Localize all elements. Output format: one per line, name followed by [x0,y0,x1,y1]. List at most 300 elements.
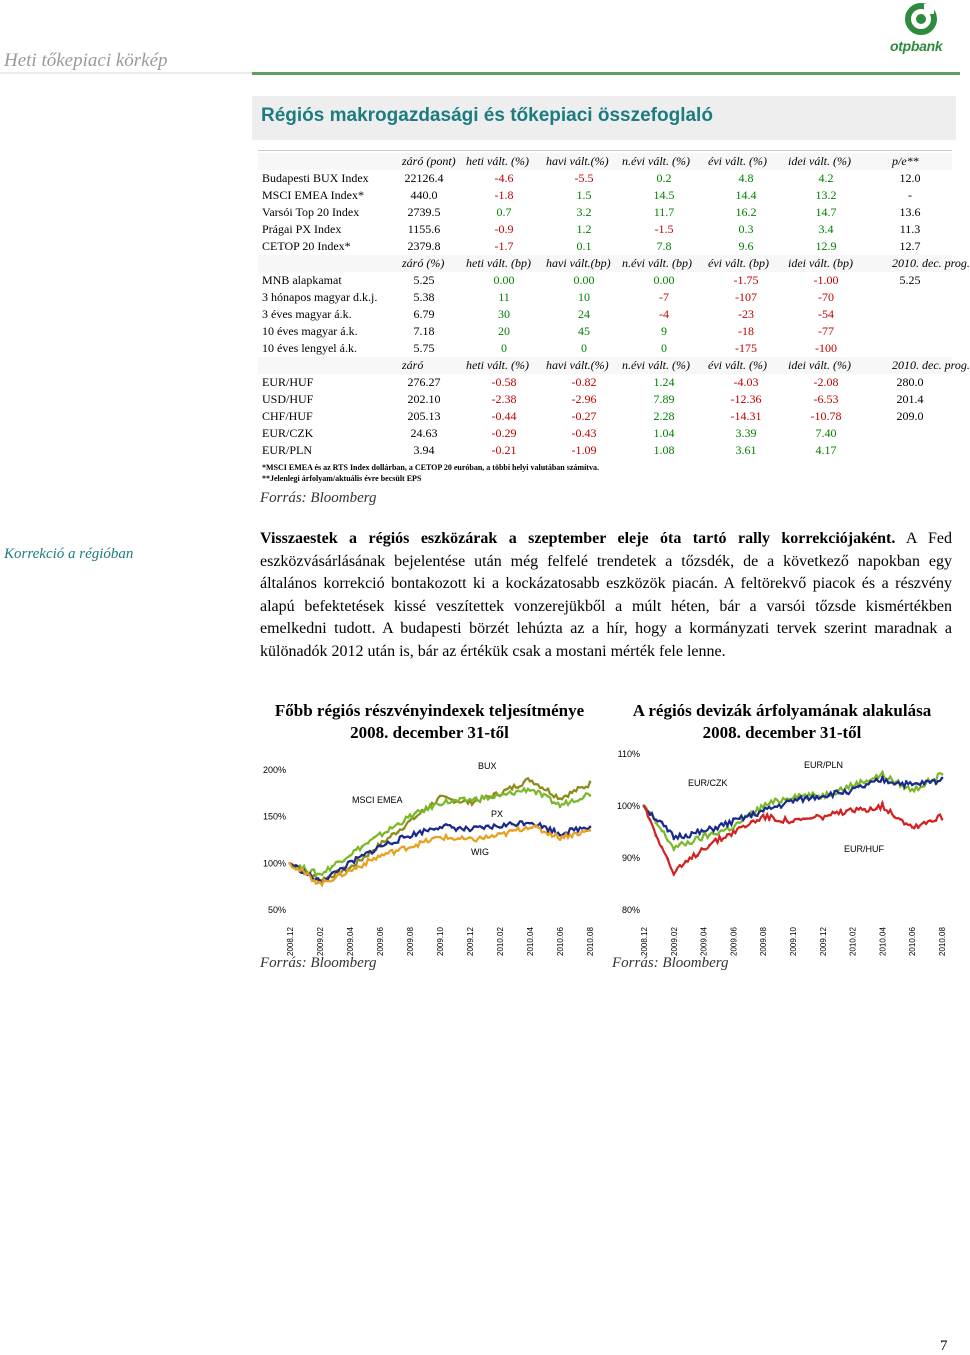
series-point [685,860,687,862]
series-point [427,830,429,832]
series-point [863,786,865,788]
series-point [929,781,931,783]
series-point [481,826,483,828]
series-point [571,827,573,829]
series-point [457,827,459,829]
series-point [679,864,681,866]
series-point [343,874,345,876]
series-point [457,837,459,839]
series-point [355,867,357,869]
table-cell: 24.63 [410,426,438,440]
page-number: 7 [940,1338,948,1354]
series-point [493,792,495,794]
series-point [845,785,847,787]
table-cell: 2379.8 [407,239,441,253]
table-row [258,221,952,238]
series-point [768,806,770,808]
series-point [367,842,369,844]
series-point [409,846,411,848]
table-cell: 22126.4 [404,171,444,185]
series-point [325,880,327,882]
series-point [499,832,501,834]
series-point [505,825,507,827]
series-point [804,797,806,799]
table-cell: 12.0 [899,171,921,185]
table-cell: -23 [738,307,754,321]
series-point [301,868,303,870]
summary-table [258,150,970,483]
series-point [475,796,477,798]
table-footnote: **Jelenlegi árfolyam/aktuális évre becsült EPS [262,474,422,483]
series-point [487,825,489,827]
x-tick-label: 2009.04 [699,927,709,956]
x-tick-label: 2009.06 [729,927,739,956]
series-point [732,818,734,820]
series-point [409,813,411,815]
table-cell: 0.00 [573,273,595,287]
series-point [649,819,651,821]
series-point [331,876,333,878]
series-point [589,794,591,796]
table-header-cell: p/e** [892,154,919,168]
series-point [667,858,669,860]
table-cell: 14.7 [815,205,837,219]
side-label: Korrekció a régióban [4,546,134,562]
series-point [361,859,363,861]
table-row-label: EUR/HUF [262,375,314,389]
series-point [385,831,387,833]
series-point [708,833,710,835]
table-header-cell: záró (%) [402,256,445,270]
series-point [750,816,752,818]
series-point [565,800,567,802]
table-cell: 12.9 [815,239,837,253]
table-row-label: MSCI EMEA Index* [262,188,364,202]
series-point [756,807,758,809]
table-cell: 3.2 [576,205,592,219]
series-point [589,829,591,831]
series-point [762,810,764,812]
table-cell: 5.25 [413,273,435,287]
series-point [529,827,531,829]
table-cell: 11.3 [899,222,921,236]
series-point [451,837,453,839]
table-row-label: 3 hónapos magyar d.k.j. [262,290,378,304]
table-cell: 14.5 [653,188,675,202]
series-point [738,826,740,828]
table-cell: 13.6 [899,205,921,219]
series-point [421,833,423,835]
series-point [577,830,579,832]
series-point [673,837,675,839]
series-point [905,822,907,824]
series-point [583,827,585,829]
series-point [391,849,393,851]
series-point [887,812,889,814]
x-tick-label: 2009.02 [316,927,325,956]
series-point [529,822,531,824]
table-cell: 24 [578,307,590,321]
x-tick-label: 2010.02 [848,927,858,956]
x-tick-label: 2008.12 [286,927,295,956]
series-point [385,852,387,854]
table-cell: 30 [498,307,510,321]
table-cell: 11 [498,290,510,304]
series-point [511,788,513,790]
table-cell: -107 [735,290,757,304]
series-point [774,798,776,800]
series-point [523,787,525,789]
series-point [505,834,507,836]
series-point [810,817,812,819]
series-point [313,879,315,881]
series-point [511,793,513,795]
series-point [923,821,925,823]
table-row [258,306,952,323]
series-point [673,873,675,875]
series-point [881,771,883,773]
series-point [828,814,830,816]
table-cell: 0 [581,341,587,355]
table-cell: 0.2 [656,171,672,185]
series-point [702,848,704,850]
table-cell: 0.1 [576,239,592,253]
table-cell: 0 [661,341,667,355]
series-point [816,814,818,816]
table-row [258,374,952,391]
table-header-cell: havi vált.(bp) [546,256,611,270]
series-point [732,827,734,829]
table-header-cell: heti vált. (%) [466,358,529,372]
otpbank-logo-text: otpbank [890,38,943,54]
table-cell: 0.00 [653,273,675,287]
table-row [258,272,952,289]
table-cell: 1.5 [576,188,592,202]
table-cell: -18 [738,324,754,338]
series-point [667,840,669,842]
series-point [667,830,669,832]
table-row [258,340,952,357]
series-point [887,782,889,784]
series-point [774,805,776,807]
series-point [529,780,531,782]
series-point [941,818,943,820]
y-tick-label: 100% [262,858,286,869]
x-tick-label: 2010.04 [878,927,888,956]
table-cell: 3.4 [818,222,834,236]
table-cell: 0.7 [496,205,512,219]
series-point [307,872,309,874]
series-point [804,818,806,820]
table-cell: 10 [578,290,590,304]
table-cell: -2.38 [491,392,517,406]
series-point [439,836,441,838]
series-point [780,806,782,808]
table-row [258,238,952,255]
table-cell: -77 [818,324,834,338]
table-cell: -0.43 [571,426,597,440]
series-point [691,842,693,844]
x-tick-label: 2010.02 [496,927,505,956]
series-point [881,776,883,778]
series-label: EUR/PLN [804,760,844,770]
series-point [331,872,333,874]
series-point [493,836,495,838]
series-point [834,812,836,814]
table-row [258,187,952,204]
series-point [445,796,447,798]
series-point [337,861,339,863]
series-point [397,849,399,851]
series-point [875,774,877,776]
x-tick-label: 2009.08 [759,927,769,956]
table-cell: 7.18 [413,324,435,338]
series-point [349,867,351,869]
series-point [851,787,853,789]
series-point [517,790,519,792]
series-point [559,797,561,799]
x-tick-label: 2010.08 [586,927,595,956]
series-point [373,857,375,859]
series-point [451,800,453,802]
table-cell: -0.58 [491,375,517,389]
series-point [655,822,657,824]
table-row [258,391,952,408]
table-cell: -2.08 [813,375,839,389]
series-point [379,844,381,846]
x-tick-label: 2009.12 [466,927,475,956]
table-cell: -0.44 [491,409,517,423]
series-point [457,800,459,802]
series-point [655,834,657,836]
table-cell: -4 [659,307,669,321]
x-tick-label: 2010.06 [556,927,565,956]
series-point [559,806,561,808]
series-point [845,792,847,794]
paragraph-text: A Fed eszközvásárlásának bejelentése után még felfelé trendetek a tőzsdék, de a következő napokban egy általános korrekció bontakozott ki a kockázatosabb eszközök piacán. A feltörekvő piacok és a részvény alapú befektetések kissé veszítettek vonzerejükből a múlt héten, bár a varsói tőzsde kismértékben emelkedni tudott. A budapesti börzét lehúzta az a hír, hogy a kormányzati tervek szerint maradnak a különadók 2012 után is, bár az értékük csak a mostani mérték fele lenne. [260,530,953,660]
table-header-row [258,357,970,374]
series-point [409,819,411,821]
series-point [427,808,429,810]
series-point [577,786,579,788]
table-cell: 2739.5 [407,205,441,219]
series-point [822,795,824,797]
x-tick-label: 2009.08 [406,927,415,956]
series-point [905,780,907,782]
series-point [493,797,495,799]
series-point [792,801,794,803]
table-header-cell: 2010. dec. prog. [892,358,970,372]
series-point [391,827,393,829]
series-point [857,808,859,810]
series-point [373,850,375,852]
table-cell: -1.7 [494,239,514,253]
table-cell: 7.40 [815,426,837,440]
x-tick-label: 2009.10 [789,927,798,956]
series-point [577,800,579,802]
table-header-cell: havi vált.(%) [546,154,609,168]
series-point [816,795,818,797]
table-row-label: Varsói Top 20 Index [262,205,360,219]
x-tick-label: 2010.04 [526,927,535,956]
series-point [469,798,471,800]
series-point [738,822,740,824]
chart1-title: Főbb régiós részvényindexek teljesítménye 2008. december 31-től [274,701,585,742]
table-row [258,289,952,306]
series-point [583,787,585,789]
series-point [792,821,794,823]
series-point [738,818,740,820]
series-point [774,819,776,821]
series-point [565,795,567,797]
series-point [349,854,351,856]
chart2-currencies [606,744,952,956]
series-point [565,833,567,835]
table-cell: 1.04 [653,426,675,440]
series-point [367,851,369,853]
series-point [780,801,782,803]
series-point [744,826,746,828]
series-point [433,837,435,839]
series-point [553,801,555,803]
table-row-label: EUR/CZK [262,426,314,440]
table-header-cell: havi vált.(%) [546,358,609,372]
series-point [385,843,387,845]
table-header-cell: n.évi vált. (bp) [622,256,692,270]
series-point [714,826,716,828]
series-point [798,793,800,795]
series-point [523,828,525,830]
series-point [349,860,351,862]
series-point [541,786,543,788]
table-cell: 440.0 [410,188,438,202]
table-cell: 201.4 [896,392,924,406]
series-point [487,836,489,838]
x-tick-label: 2009.02 [669,927,679,956]
series-point [535,783,537,785]
series-point [361,854,363,856]
series-point [475,825,477,827]
series-point [583,831,585,833]
table-cell: 276.27 [407,375,441,389]
table-row [258,408,952,425]
y-tick-label: 90% [621,853,640,863]
table-header-cell: záró [402,358,424,372]
series-point [535,793,537,795]
table-cell: -12.36 [730,392,762,406]
series-point [911,784,913,786]
running-header-title: Heti tőkepiaci körkép [4,50,168,71]
series-point [439,804,441,806]
series-point [720,839,722,841]
series-point [481,795,483,797]
series-point [553,828,555,830]
table-cell: 11.7 [653,205,675,219]
series-point [349,869,351,871]
table-cell: 2.28 [653,409,675,423]
table-cell: 20 [498,324,510,338]
series-point [403,820,405,822]
x-tick-label: 2009.06 [376,927,385,956]
series-point [935,782,937,784]
table-cell: 280.0 [896,375,924,389]
table-row-label: Prágai PX Index [262,222,342,236]
series-point [726,833,728,835]
series-point [661,830,663,832]
table-cell: 209.0 [896,409,924,423]
series-point [553,796,555,798]
series-point [331,865,333,867]
table-row-label: 10 éves magyar á.k. [262,324,358,338]
series-point [911,788,913,790]
table-cell: 1.24 [653,375,675,389]
table-row [258,425,952,442]
series-point [869,780,871,782]
table-cell: 205.13 [407,409,441,423]
series-point [673,848,675,850]
series-point [750,820,752,822]
series-point [732,830,734,832]
table-cell: 1155.6 [407,222,441,236]
series-point [696,854,698,856]
table-cell: 5.25 [899,273,921,287]
series-point [941,773,943,775]
series-point [379,855,381,857]
table-cell: -1.8 [494,188,514,202]
series-point [571,799,573,801]
series-label: PX [491,809,504,819]
series-point [840,809,842,811]
series-point [583,795,585,797]
table-cell: 202.10 [407,392,441,406]
series-point [295,864,297,866]
series-line [644,803,942,874]
series-point [325,870,327,872]
series-point [481,837,483,839]
table-cell: 4.2 [818,171,834,185]
series-point [786,799,788,801]
table-header-cell: idei vált. (bp) [788,256,853,270]
series-point [875,808,877,810]
series-point [863,808,865,810]
table-cell: -0.27 [571,409,597,423]
table-header-cell: n.évi vált. (%) [622,154,690,168]
series-point [893,783,895,785]
series-point [403,836,405,838]
table-row-label: MNB alapkamat [262,273,342,287]
series-point [547,834,549,836]
paragraph-lead: Visszaestek a régiós eszközárak a szeptember eleje óta tartó rally korrekciójaként. [260,530,896,547]
series-point [463,797,465,799]
series-point [403,846,405,848]
table-cell: 1.2 [576,222,592,236]
series-point [343,868,345,870]
table-cell: -5.5 [574,171,594,185]
series-point [810,797,812,799]
series-point [840,787,842,789]
series-point [445,799,447,801]
series-point [463,838,465,840]
table-row-label: 3 éves magyar á.k. [262,307,352,321]
table-cell: 7.89 [653,392,675,406]
table-cell: -6.53 [813,392,839,406]
table-header-cell: heti vált. (%) [466,154,529,168]
series-point [822,818,824,820]
table-cell: -7 [659,290,669,304]
table-cell: 5.75 [413,341,435,355]
series-point [720,822,722,824]
table-row-label: Budapesti BUX Index [262,171,369,185]
